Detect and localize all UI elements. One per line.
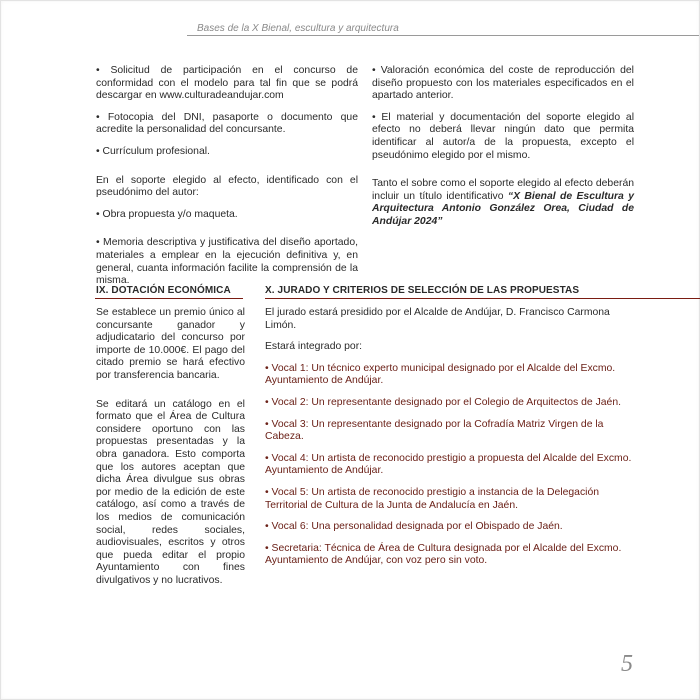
list-item: • Valoración económica del coste de reproducción del diseño propuesto con los materiales especificados en el apartado anterior. bbox=[372, 65, 634, 102]
section-heading-x: X. JURADO Y CRITERIOS DE SELECCIÓN DE LAS PROPUESTAS bbox=[265, 285, 580, 296]
list-item: • Vocal 5: Un artista de reconocido prestigio a instancia de la Delegación Territorial de Cultura de la Junta de Andalucía en Jaén. bbox=[265, 486, 600, 511]
paragraph: En el soporte elegido al efecto, identificado con el pseudónimo del autor: bbox=[96, 174, 358, 199]
jury-column bbox=[265, 307, 636, 577]
list-item: • Vocal 4: Un artista de reconocido prestigio a propuesta del Alcalde del Excmo. Ayuntamiento de Andújar. bbox=[265, 452, 632, 477]
list-item: • Secretaria: Técnica de Área de Cultura designada por el Alcalde del Excmo. Ayuntamiento de Andújar, con voz pero sin voto. bbox=[265, 542, 622, 567]
list-item: • Currículum profesional. bbox=[96, 145, 210, 157]
list-item: • Obra propuesta y/o maqueta. bbox=[96, 208, 238, 220]
paragraph: Estará integrado por: bbox=[265, 341, 363, 353]
list-item: • Vocal 2: Un representante designado por el Colegio de Arquitectos de Jaén. bbox=[265, 396, 622, 408]
top-right-column bbox=[372, 65, 634, 238]
list-item: • Vocal 1: Un técnico experto municipal designado por el Alcalde del Excmo. Ayuntamiento de Andújar. bbox=[265, 362, 616, 387]
running-header: Bases de la X Bienal, escultura y arquitectura bbox=[197, 23, 399, 34]
exhibition-title: “X Bienal de Escultura y Arquitectura Antonio González Orea, Ciudad de Andújar 2024” bbox=[372, 190, 634, 227]
section-rule bbox=[95, 298, 243, 299]
top-left-column bbox=[96, 65, 358, 297]
paragraph: Se establece un premio único al concursante ganador y adjudicatario del concurso por importe de 10.000€. El pago del citado premio se hará efectivo por transferencia bancaria. bbox=[96, 307, 245, 381]
section-rule bbox=[265, 298, 700, 299]
list-item: • Vocal 6: Una personalidad designada por el Obispado de Jaén. bbox=[265, 521, 563, 533]
list-item: • Fotocopia del DNI, pasaporte o documento que acredite la personalidad del concursante. bbox=[96, 111, 358, 136]
list-item: • Vocal 3: Un representante designado por la Cofradía Matriz Virgen de la Cabeza. bbox=[265, 418, 604, 443]
page-number: 5 bbox=[621, 651, 633, 677]
list-item: • El material y documentación del soporte elegido al efecto no deberá llevar ningún dato que permita identificar al autor/a de la propuesta, excepto el pseudónimo elegido por el mismo. bbox=[372, 111, 634, 161]
paragraph bbox=[372, 178, 634, 228]
paragraph: El jurado estará presidido por el Alcalde de Andújar, D. Francisco Carmona Limón. bbox=[265, 307, 610, 331]
header-rule bbox=[187, 35, 699, 36]
section-heading-ix: IX. DOTACIÓN ECONÓMICA bbox=[96, 285, 231, 296]
title-intro: Tanto el sobre como el soporte elegido al efecto deberán incluir un título identificativo bbox=[372, 178, 634, 202]
prize-column bbox=[96, 307, 245, 596]
list-item: • Solicitud de participación en el concurso de conformidad con el modelo para tal fin que se podrá descargar en www.culturadeandujar.com bbox=[96, 65, 358, 102]
paragraph: Se editará un catálogo en el formato que el Área de Cultura considere oportuno con las propuestas presentadas y la obra ganadora. Esto comporta que los autores aceptan que dicha Área divulgue sus obras por medio de la edición de este catálogo, así como a través de los medios de comunicación social, redes sociales, audiovisuales, escritos y otros que pueda editar el propio Ayuntamiento con fines divulgativos y no lucrativos. bbox=[96, 398, 245, 586]
list-item: • Memoria descriptiva y justificativa del diseño aportado, materiales a emplear en la ejecución definitiva y, en general, cuanta información facilite la comprensión de la misma. bbox=[96, 237, 358, 287]
